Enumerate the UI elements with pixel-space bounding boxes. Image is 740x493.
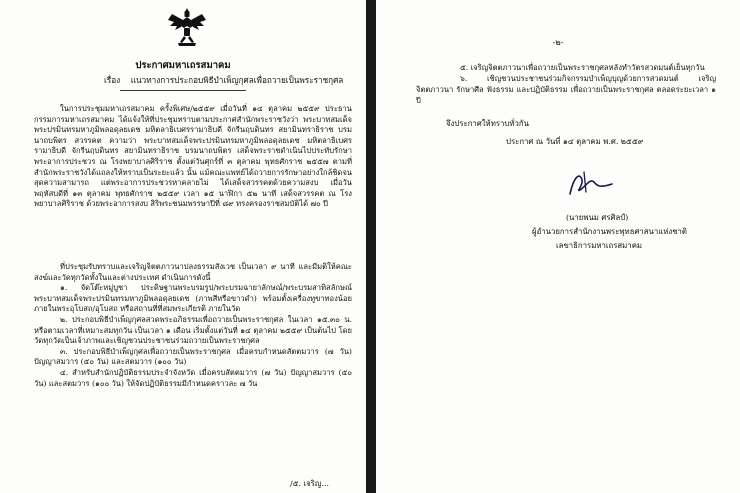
subject-line (104, 74, 343, 87)
org-title: ประกาศมหาเถรสมาคม (135, 60, 231, 71)
signer-position-2: เลขาธิการมหาเถรสมาคม (556, 241, 643, 250)
document-page-2 (376, 0, 740, 493)
signer-name: (นายพนม ศรศิลป์) (566, 213, 629, 222)
page-number: -๒- (552, 38, 564, 47)
announcement-paragraph-1: ในการประชุมมหาเถรสมาคม ครั้งพิเศษ/๒๕๕๙ เมื่อวันที่ ๑๔ ตุลาคม ๒๕๕๙ ประธานกรรมการมหาเถรสมาคม ได้แจ้งให้ที่ประชุมทราบตามประกาศสำนักพระราชวังว่า พระบาทสมเด็จพระปรมินทรมหาภูมิพลอดุลยเดช มหิตลาธิเบศรรามาธิบดี จักรีนฤบดินทร สยามินทราธิราช บรมนาถบพิตร สวรรคต ความว่า พระบาทสมเด็จพระปรมินทรมหาภูมิพลอดุลยเดช มหิตลาธิเบศรรามาธิบดี จักรีนฤบดินทร สยามินทราธิราช บรมนาถบพิตร เสด็จพระราชดำเนินไปประทับรักษาพระอาการประชวร ณ โรงพยาบาลศิริราช ตั้งแต่วันศุกร์ที่ ๓ ตุลาคม พุทธศักราช ๒๕๕๗ ตามที่สำนักพระราชวังได้แถลงให้ทราบเป็นระยะแล้ว นั้น แม้คณะแพทย์ได้ถวายการรักษาอย่างใกล้ชิดจนสุดความสามารถ แต่พระอาการประชวรหาคลายไม่ ได้เสด็จสวรรคตด้วยความสงบ เมื่อวันพฤหัสบดีที่ ๑๓ ตุลาคม พุทธศักราช ๒๕๕๙ เวลา ๑๕ นาฬิกา ๕๒ นาที เสด็จสวรรคต ณ โรงพยาบาลศิริราช ด้วยพระอาการสงบ สิริพระชนมพรรษาปีที่ ๘๙ ทรงครองราชสมบัติได้ ๗๐ ปี (34, 104, 352, 209)
garuda-emblem-icon (166, 6, 208, 48)
handwritten-signature-icon (564, 168, 620, 200)
resolution-item-4: ๔. สำหรับสำนักปฏิบัติธรรมประจำจังหวัด เมื่อครบสัตตมวาร (๗ วัน) ปัญญาสมวาร (๕๐ วัน) และสตมวาร (๑๐๐ วัน) ให้จัดปฏิบัติธรรมมีกำหนดคราวละ ๗ วัน (34, 367, 352, 388)
resolution-intro: ที่ประชุมรับทราบและเจริญจิตตภาวนาปลงธรรมสังเวช เป็นเวลา ๙ นาที และมีมติให้คณะสงฆ์และวัดทุกวัดทั้งในและต่างประเทศ ดำเนินการดังนี้ (34, 262, 352, 282)
announcement-date: ประกาศ ณ วันที่ ๑๔ ตุลาคม พ.ศ. ๒๕๕๙ (506, 137, 644, 146)
resolution-item-6: ๖. เชิญชวนประชาชนร่วมกิจกรรมบำเพ็ญบุญด้วยการสวดมนต์ เจริญจิตตภาวนา รักษาศีล ฟังธรรม และปฏิบัติธรรม เพื่อถวายเป็นพระราชกุศล ตลอดระยะเวลา ๑ ปี (416, 74, 716, 105)
resolution-item-5: ๕. เจริญจิตตภาวนาเพื่อถวายเป็นพระราชกุศลหลังทำวัตรสวดมนต์เย็นทุกวัน (460, 63, 705, 72)
resolution-section (34, 262, 352, 389)
subject-label: เรื่อง (104, 75, 121, 85)
resolution-items-continued (416, 62, 716, 106)
resolution-item-1: ๑. จัดโต๊ะหมู่บูชา ประดิษฐานพระบรมรูป/พระบรมฉายาลักษณ์/พระบรมสาทิสลักษณ์พระบาทสมเด็จพระปรมินทรมหาภูมิพลอดุลยเดช (ภาพสีหรือขาวดำ) พร้อมตั้งเครื่องทูขาทองน้อย ภายในพระอุโบสถ/อุโบสถ หรือสถานที่ที่สมพระเกียรติ ภายในวัด (34, 283, 352, 314)
divider-line (120, 90, 246, 91)
document-page-1 (0, 0, 366, 493)
resolution-item-3: ๓. ประกอบพิธีบำเพ็ญกุศลเพื่อถวายเป็นพระราชกุศล เมื่อครบกำหนดสัตตมวาร (๗ วัน) ปัญญาสมวาร (๕๐ วัน) และสตมวาร (๑๐๐ วัน) (34, 346, 352, 367)
closing-statement: จึงประกาศให้ทราบทั่วกัน (446, 119, 529, 128)
resolution-item-2: ๒. ประกอบพิธีบำเพ็ญกุศลสวดพระอภิธรรมเพื่อถวายเป็นพระราชกุศล ในเวลา ๑๕.๓๐ น. หรือตามเวลาที่เหมาะสมทุกวัน เป็นเวลา ๑ เดือน เริ่มตั้งแต่วันที่ ๑๔ ตุลาคม ๒๕๕๙ เป็นต้นไป โดยวัดทุกวัดเป็นเจ้าภาพและเชิญชวนประชาชนร่วมถวายเป็นพระราชกุศล (34, 314, 352, 346)
signer-position-1: ผู้อำนวยการสำนักงานพระพุทธศาสนาแห่งชาติ (532, 227, 687, 236)
continuation-marker: /๕. เจริญ... (290, 479, 329, 488)
subject-text: แนวทางการประกอบพิธีบำเพ็ญกุศลเพื่อถวายเป็นพระราชกุศล (130, 75, 344, 85)
